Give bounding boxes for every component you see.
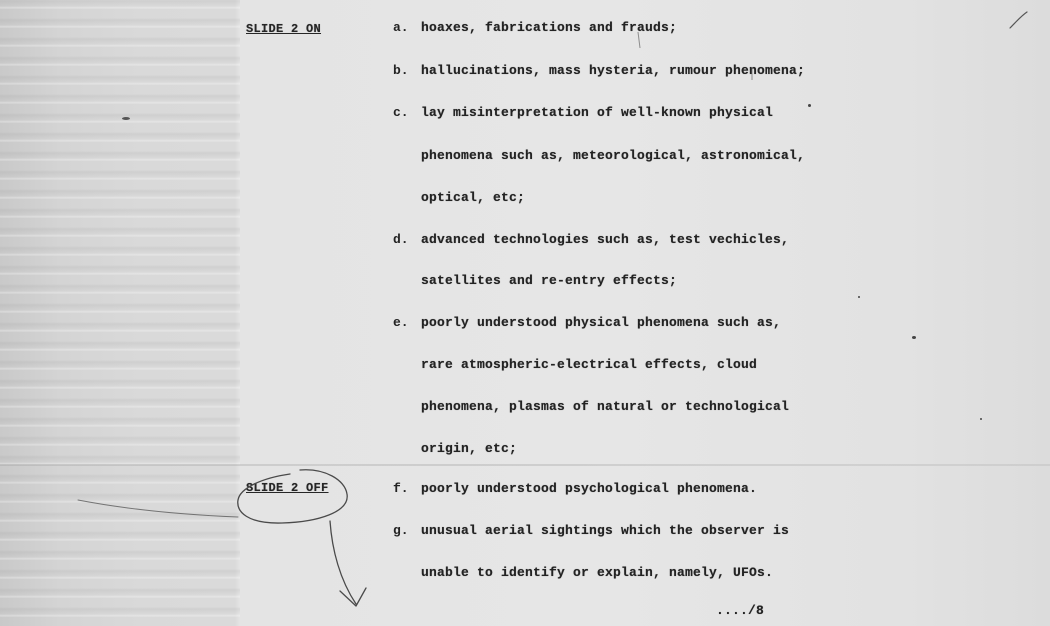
item-e-line-1: poorly understood physical phenomena such as, [421, 315, 782, 330]
dust-speck [122, 117, 130, 120]
item-c-line-2: phenomena such as, meteorological, astronomical, [421, 148, 806, 163]
item-marker-f: f. [393, 481, 409, 496]
item-marker-c: c. [393, 105, 409, 120]
item-marker-d: d. [393, 232, 409, 247]
dust-speck [858, 296, 860, 298]
dust-speck [980, 418, 982, 420]
page-continuation: ..../8 [716, 603, 765, 618]
slide-on-label: SLIDE 2 ON [246, 22, 322, 36]
item-marker-g: g. [393, 523, 409, 538]
item-a-line-1: hoaxes, fabrications and frauds; [421, 20, 678, 35]
item-e-line-3: phenomena, plasmas of natural or technological [421, 399, 790, 414]
item-c-line-1: lay misinterpretation of well-known physical [421, 105, 774, 120]
item-marker-b: b. [393, 63, 409, 78]
item-g-line-1: unusual aerial sightings which the observer is [421, 523, 790, 538]
item-marker-e: e. [393, 315, 409, 330]
item-d-line-1: advanced technologies such as, test vechicles, [421, 232, 790, 247]
slide-off-label: SLIDE 2 OFF [246, 481, 329, 495]
item-e-line-4: origin, etc; [421, 441, 518, 456]
dust-speck [912, 336, 916, 339]
item-c-line-3: optical, etc; [421, 190, 526, 205]
item-b-line-1: hallucinations, mass hysteria, rumour phenomena; [421, 63, 806, 78]
dust-speck [808, 104, 811, 107]
item-f-line-1: poorly understood psychological phenomena. [421, 481, 758, 496]
item-g-line-2: unable to identify or explain, namely, UFOs. [421, 565, 774, 580]
item-marker-a: a. [393, 20, 409, 35]
item-d-line-2: satellites and re-entry effects; [421, 273, 678, 288]
item-e-line-2: rare atmospheric-electrical effects, cloud [421, 357, 758, 372]
